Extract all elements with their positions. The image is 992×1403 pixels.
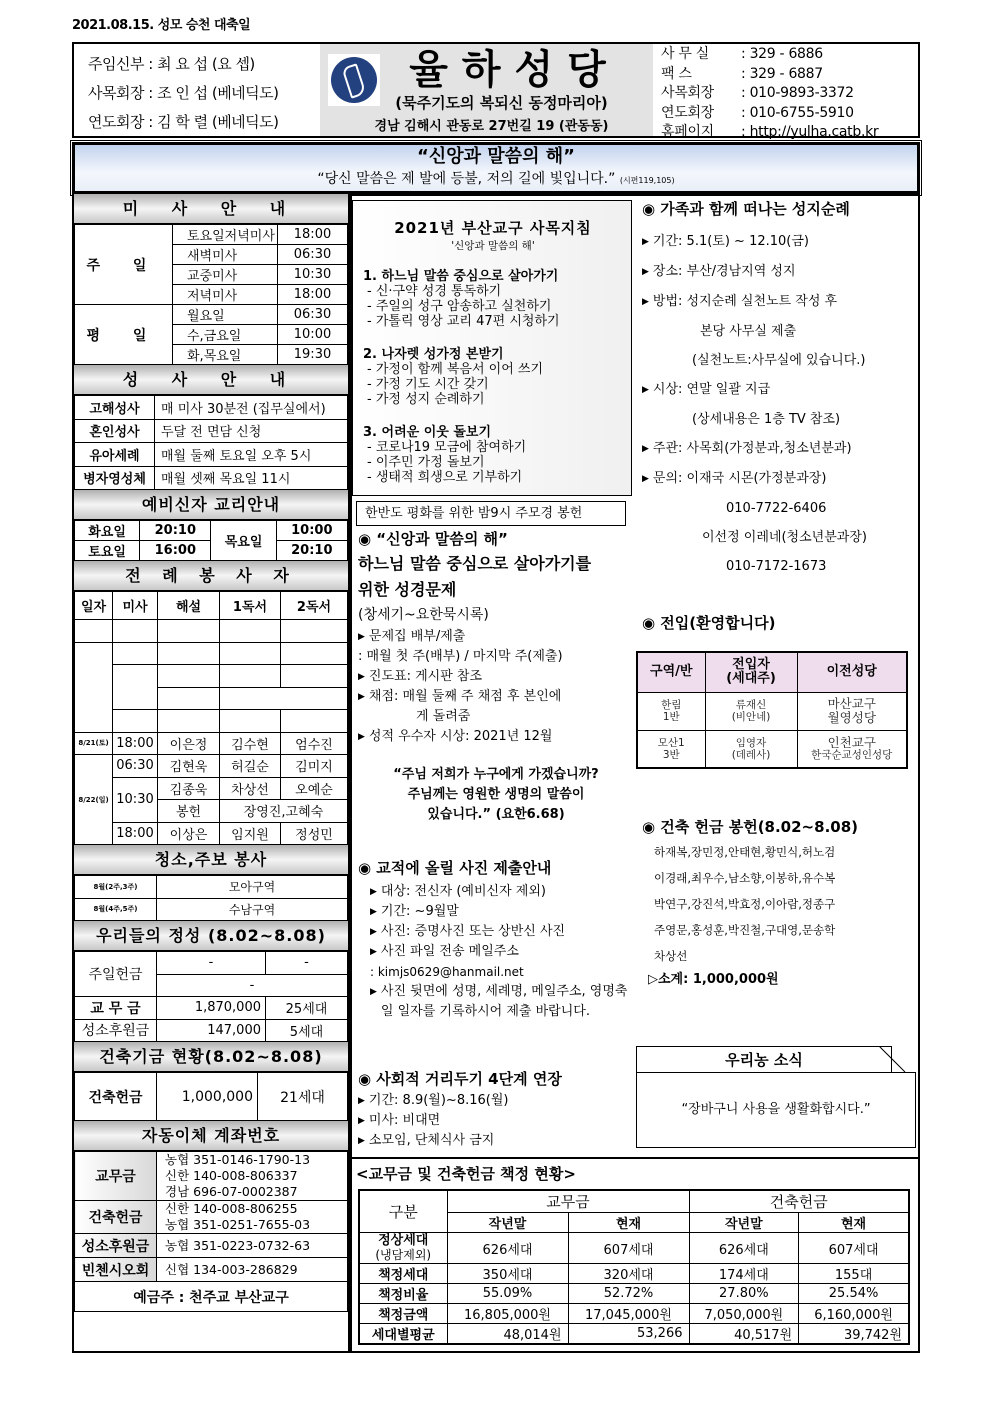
bullet-icon: ▶ <box>370 927 377 937</box>
left-column <box>72 194 350 1353</box>
parish-logo-icon <box>328 54 380 106</box>
building-section-title: 건축기금 현황(8.02~8.08) <box>74 1042 348 1072</box>
table-row: 한림 1반 류재신 (비안네) 마산교구 월영성당 <box>637 692 907 730</box>
bullet-icon: ▶ <box>642 237 649 247</box>
servers-section-title: 전 례 봉 사 자 <box>74 561 348 591</box>
catechumen-table: 화요일 20:10 목요일 10:00 토요일 16:00 20:10 <box>74 520 348 561</box>
bullet-icon: ▶ <box>642 267 649 277</box>
staff-funeral-president: 연도회장 : 김 학 렬 (베네딕도) <box>88 113 279 131</box>
staff-council-president: 사목회장 : 조 인 섭 (베네딕도) <box>88 84 279 102</box>
divider <box>350 194 920 196</box>
bullet-icon: ▶ <box>358 732 365 742</box>
theme-title: “신앙과 말씀의 해” <box>417 146 575 167</box>
bullet-icon: ▶ <box>642 297 649 307</box>
parish-address: 경남 김해시 관동로 27번길 19 (관동동) <box>374 119 609 134</box>
parish-title-block <box>320 44 653 136</box>
parish-header <box>72 42 920 138</box>
bullet-icon: ▶ <box>358 1136 365 1146</box>
bullet-icon: ▶ <box>370 947 377 957</box>
accounts-section-title: 자동이체 계좌번호 <box>74 1121 348 1151</box>
budget-table: 구분 교무금 건축헌금 작년말 현재 작년말 현재 정상세대 (냉담제외) 626세대 607세대 626세대 607세대 책정세대 350세대 320세대 174세대 155대 책정비율 55.09% 52.72% 27.80% 25.54% 책정금액 16,805,000원 17,045,000원 7,050,000원 6,160,000원 세대별평균 48,014원 53,266 40,517원 39,742원 <box>358 1189 910 1345</box>
table-row: 정상세대 (냉담제외) 626세대 607세대 626세대 607세대 <box>359 1233 909 1264</box>
bullet-icon: ▶ <box>358 632 365 642</box>
bullet-icon: ▶ <box>358 1116 365 1126</box>
farm-news-box <box>636 1046 918 1150</box>
weekday-label: 평 일 <box>75 305 173 365</box>
building-fund-table: 건축헌금 1,000,000 21세대 <box>74 1072 348 1121</box>
theme-banner <box>72 142 920 194</box>
budget-caption: <교무금 및 건축헌금 책정 현황> <box>356 1165 576 1183</box>
transfer-in-table: 구역/반 전입자 (세대주) 이전성당 한림 1반 류재신 (비안네) 마산교구 월영성당 모산1 3반 임영자 (데레사) 인천교구 한국순교성인성당 <box>636 651 908 769</box>
photo-email: : kimjs0629@hanmail.net <box>370 965 524 979</box>
transfer-in-section: ◉ 전입(환영합니다) <box>642 614 776 632</box>
bullet-icon: ▶ <box>642 474 649 484</box>
table-row: 책정세대 350세대 320세대 174세대 155대 <box>359 1264 909 1284</box>
table-row: 책정금액 16,805,000원 17,045,000원 7,050,000원 6,160,000원 <box>359 1304 909 1324</box>
parish-patron: (묵주기도의 복되신 동정마리아) <box>395 94 608 112</box>
bullet-icon: ▶ <box>358 692 365 702</box>
farm-news-text: “장바구니 사용을 생활화합시다.” <box>636 1072 916 1148</box>
table-row: 8/21(토) 18:00 이은정 김수현 엄수진 <box>75 732 348 755</box>
staff-list <box>74 44 320 136</box>
tab-corner-decoration <box>879 1046 917 1072</box>
bullet-icon: ▶ <box>642 385 649 395</box>
catechumen-section-title: 예비신자 교리안내 <box>74 490 348 520</box>
sunday-label: 주 일 <box>75 225 173 305</box>
bullet-icon: ▶ <box>370 887 377 897</box>
pilgrimage-section: ◉ 가족과 함께 떠나는 성지순례 ▶ 기간: 5.1(토) ~ 12.10(금) ▶ 장소: 부산/경남지역 성지 ▶ 방법: 성지순례 실천노트 작성 후 본당 사무실 제출 (실천노트:사무실에 있습니다.) ▶ 시상: 연말 일괄 지급 (상세내용은 1층 TV 참조) ▶ 주관: 사목회(가정분과,청소년분과) ▶ 문의: 이재국 시몬(가정분과장) 010-7722-6406 이선정 이레네(청소년분과장) 010-7172-1673 <box>642 200 867 574</box>
mass-section-title: 미 사 안 내 <box>74 194 348 224</box>
cleaning-section-title: 청소,주보 봉사 <box>74 845 348 875</box>
liturgy-servers-table: 일자 미사 해설 1독서 2독서 8/21(토) 18:00 이은정 김수현 엄수진 8/22(일) 06:30 김현욱 허길순 김미지 10:30 김종욱 차상선 오예순 봉헌 장영진,고혜숙 18:00 이상은 임지원 정성민 <box>74 591 348 845</box>
bullet-icon: ▶ <box>642 444 649 454</box>
contact-list <box>653 44 918 140</box>
bullet-icon: ▶ <box>370 987 377 997</box>
contact-office: 사 무 실 : 329 - 6886 <box>661 46 823 62</box>
cleaning-table: 8월(2주,3주) 모아구역 8월(4주,5주) 수남구역 <box>74 875 348 921</box>
contact-funeral: 연도회장 : 010-6755-5910 <box>661 104 854 121</box>
table-row: 10:30 김종욱 차상선 오예순 <box>75 777 348 800</box>
table-row: 모산1 3반 임영자 (데레사) 인천교구 한국순교성인성당 <box>637 730 907 768</box>
bulletin-date: 2021.08.15. 성모 승천 대축일 <box>72 18 251 33</box>
table-row: 세대별평균 48,014원 53,266 40,517원 39,742원 <box>359 1324 909 1345</box>
bank-accounts-table: 교무금 농협 351-0146-1790-13 신한 140-008-806337 경남 696-07-0002387 건축헌금 신한 140-008-806255 농협 351-0251-7655-03 성소후원금 농협 351-0223-0732-63 빈첸시오회 신협 134-003-286829 예금주 : 천주교 부산교구 <box>74 1151 348 1312</box>
contact-council: 사목회장 : 010-9893-3372 <box>661 85 854 101</box>
donor-subtotal: ▷소계: 1,000,000원 <box>648 972 779 987</box>
table-row: 봉헌 장영진,고혜숙 <box>75 800 348 823</box>
mass-schedule-table: 주 일 토요일저녁미사 18:00 새벽미사 06:30 교중미사 10:30 저녁미사 18:00 평 일 월요일 06:30 수,금요일 10:00 화,목요일 19:30 <box>74 224 348 365</box>
sacrament-section-title: 성 사 안 내 <box>74 365 348 395</box>
bullet-icon: ▶ <box>358 672 365 682</box>
offerings-table: 주일헌금 - - - 교 무 금 1,870,000 25세대 성소후원금 147,000 5세대 <box>74 951 348 1042</box>
distancing-section: ◉ 사회적 거리두기 4단계 연장 ▶ 기간: 8.9(월)~8.16(월) ▶ 미사: 비대면 ▶ 소모임, 단체식사 금지 <box>358 1070 562 1148</box>
pastoral-guidelines-box: 2021년 부산교구 사목지침 '신앙과 말씀의 해' 1. 하느님 말씀 중심으로 살아가기 - 신·구약 성경 통독하기 - 주일의 성구 암송하고 실천하기 - 가톨릭 영상 교리 47편 시청하기 2. 나자렛 성가정 본받기 - 가정이 함께 복음서 이어 쓰기 - 가정 기도 시간 갖기 - 가정 성지 순례하기 3. 어려운 이웃 돌보기 - 코로나19 모금에 참여하기 - 이주민 가정 돌보기 - 생태적 희생으로 기부하기 <box>352 200 632 496</box>
account-owner: 예금주 : 천주교 부산교구 <box>75 1282 348 1312</box>
photo-submission-section: ◉ 교적에 올릴 사진 제출안내 ▶ 대상: 전신자 (예비신자 제외) ▶ 기간: ~9월말 ▶ 사진: 증명사진 또는 상반신 사진 ▶ 사진 파일 전송 메일주소 : kimjs0629@hanmail.net ▶ 사진 뒷면에 성명, 세례명, 메일주소, 영명축일 일자를 기록하시어 제출 바랍니다. <box>358 857 634 1022</box>
contact-homepage-link[interactable]: 홈페이지 : http://yulha.catb.kr <box>661 124 879 140</box>
farm-news-title: 우리농 소식 <box>636 1046 892 1072</box>
john-quote: “주님 저희가 누구에게 가겠습니까? 주님께는 영원한 생명의 말씀이 있습니다.” (요한6.68) <box>393 767 599 822</box>
sacrament-table: 고해성사 매 미사 30분전 (집무실에서) 혼인성사 두달 전 면담 신청 유아세례 매월 둘째 토요일 오후 5시 병자영성체 매월 셋째 목요일 11시 <box>74 395 348 490</box>
building-donors-section: ◉ 건축 헌금 봉헌(8.02~8.08) 하재복,장민정,안태현,황민식,허노검 이경래,최우수,남소향,이봉하,유수복 박연구,강진석,박효정,이아람,정종구 주영문,홍성훈,박진철,구대영,문송학 차상선 ▷소계: 1,000,000원 <box>642 816 918 991</box>
table-row: 책정비율 55.09% 52.72% 27.80% 25.54% <box>359 1284 909 1304</box>
table-row: 8/22(일) 06:30 김현욱 허길순 김미지 <box>75 755 348 778</box>
bullet-icon: ▶ <box>370 907 377 917</box>
peace-prayer-note: 한반도 평화를 위한 밤9시 주모경 봉헌 <box>356 501 626 526</box>
divider <box>350 194 352 1353</box>
table-row: 18:00 이상은 임지원 정성민 <box>75 822 348 845</box>
bullet-icon: ▶ <box>358 1096 365 1106</box>
bible-quiz-section: ◉ “신앙과 말씀의 해” 하느님 말씀 중심으로 살아가기를 위한 성경문제 (창세기~요한묵시록) ▶ 문제집 배부/제출 : 매월 첫 주(배부) / 마지막 주(제출) ▶ 진도표: 게시판 참조 ▶ 채점: 매월 둘째 주 채점 후 본인에 게 돌려줌 ▶ 성적 우수자 시상: 2021년 12월 “주님 저희가 누구에게 가겠습니까? 주님께는 영원한 생명의 말씀이 있습니다.” (요한6.68) <box>358 528 634 825</box>
staff-pastor: 주임신부 : 최 요 섭 (요 셉) <box>88 55 255 73</box>
parish-name: 율하성당 <box>409 47 620 93</box>
offerings-section-title: 우리들의 정성 (8.02~8.08) <box>74 921 348 951</box>
donor-list: 하재복,장민정,안태현,황민식,허노검 이경래,최우수,남소향,이봉하,유수복 박연구,강진석,박효정,이아람,정종구 주영문,홍성훈,박진철,구대영,문송학 차상선 <box>654 845 836 963</box>
theme-verse: “당신 말씀은 제 발에 등불, 저의 길에 빛입니다.” (시편119,105) <box>317 171 675 187</box>
contact-fax: 팩 스 : 329 - 6887 <box>661 65 823 82</box>
budget-status-section <box>350 1157 920 1353</box>
